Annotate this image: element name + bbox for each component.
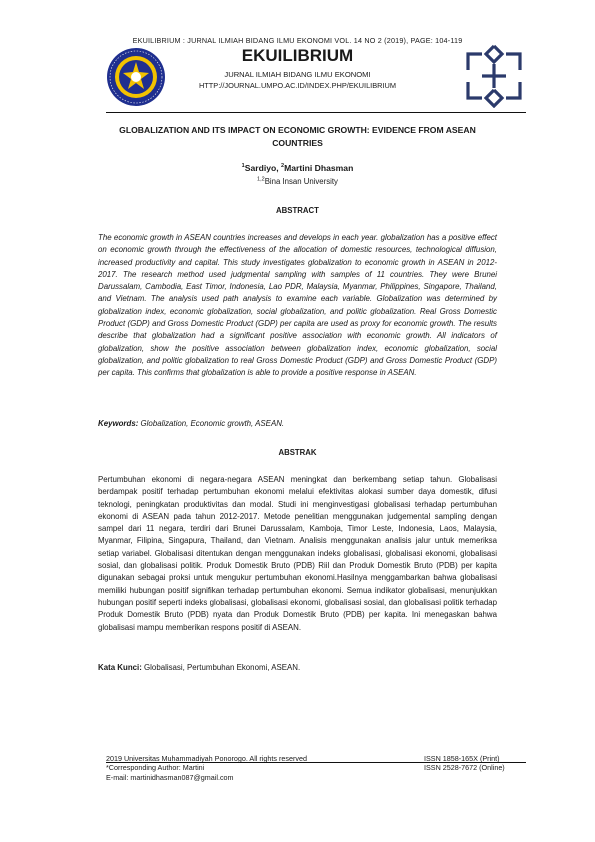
issn-print: ISSN 1858-165X (Print) xyxy=(424,754,500,763)
copyright: 2019 Universitas Muhammadiyah Ponorogo. All rights reserved xyxy=(106,754,307,763)
affil-sup: 1,2 xyxy=(257,176,265,183)
affiliation xyxy=(0,177,595,186)
paper-title: GLOBALIZATION AND ITS IMPACT ON ECONOMIC GROWTH: EVIDENCE FROM ASEAN COUNTRIES xyxy=(119,125,476,148)
issn-online: ISSN 2528-7672 (Online) xyxy=(424,763,505,773)
kata-kunci xyxy=(98,663,497,672)
abstrak-text: Pertumbuhan ekonomi di negara-negara ASEAN meningkat dan berkembang setiap tahun. Globalisasi berdampak positif terhadap pertumbuhan ekonomi melalui efektivitas alokasi sumber daya domestik, difusi teknologi, peningkatan produktivitas dan modal. Studi ini menginvestigasi globalisasi terhadap pertumbuhan ekonomi di ASEAN pada tahun 2012-2017. Metode penelitian menggunakan judgemental sampling dengan sampel dari 11 negara, terdiri dari Brunei Darussalam, Kamboja, Timor Leste, Indonesia, Laos, Malaysia, Myanmar, Filipina, Singapura, Thailand, dan Vietnam. Analisis menggunakan analisis jalur untuk memeriksa setiap variabel. Globalisasi ditentukan dengan menggunakan indeks globalisasi, globalisasi ekonomi, globalisasi sosial, dan globalisasi politik. Produk Domestik Bruto (PDB) Riil dan Produk Domestik Bruto (PDB) per kapita digunakan sebagai proksi untuk mengukur pertumbuhan ekonomi.Hasilnya menggambarkan bahwa globalisasi memiliki hubungan positif signifikan terhadap pertumbuhan ekonomi. Semua indikator globalisasi, menunjukkan hubungan positif seperti indeks globalisasi, globalisasi ekonomi, globalisasi sosial, dan globalisasi politik terhadap Produk Domestik Bruto (PDB) nyata dan Produk Domestik Bruto (PDB) per kapita. Ini menegaskan bahwa globalisasi mampu memberikan respons positif di ASEAN. xyxy=(98,475,497,632)
journal-name: EKUILIBRIUM xyxy=(241,46,354,65)
kata-kunci-text: Globalisasi, Pertumbuhan Ekonomi, ASEAN. xyxy=(141,663,301,672)
corresponding-author: *Corresponding Author: Martini xyxy=(106,763,205,773)
author2-sup: 2 xyxy=(281,163,285,170)
journal-subtitle: JURNAL ILMIAH BIDANG ILMU EKONOMI xyxy=(224,70,371,79)
email[interactable]: E-mail: martinidhasman087@gmail.com xyxy=(106,772,234,782)
journal-logo-icon xyxy=(462,44,526,108)
running-head: EKUILIBRIUM : JURNAL ILMIAH BIDANG ILMU EKONOMI VOL. 14 NO 2 (2019), PAGE: 104-119 xyxy=(132,36,463,45)
footer-left xyxy=(106,754,307,782)
kata-kunci-label: Kata Kunci: xyxy=(98,663,142,672)
abstrak-heading: ABSTRAK xyxy=(278,448,317,457)
affiliation-text: Bina Insan University xyxy=(264,177,338,186)
author2: Martini Dhasman xyxy=(284,163,354,173)
keywords xyxy=(98,418,497,430)
header-rule xyxy=(106,112,526,113)
journal-url[interactable]: HTTP://JOURNAL.UMPO.AC.ID/INDEX.PHP/EKUILIBRIUM xyxy=(198,81,397,90)
keywords-label: Keywords: xyxy=(98,419,139,428)
abstract-heading: ABSTRACT xyxy=(276,206,319,215)
paper-authors xyxy=(0,163,595,173)
author1-sup: 1 xyxy=(241,163,245,170)
author1: Sardiyo, xyxy=(244,163,282,173)
footer-right xyxy=(424,754,505,773)
abstract-text: The economic growth in ASEAN countries increases and develops in each year. globalization has a positive effect on economic growth through the effectiveness of the allocation of domestic resources, technological diffusion, increased productivity and capital. This study investigates globalization to economic growth in ASEAN in 2012-2017. The research method used judgmental sampling with samples of 11 countries. They were Brunei Darussalam, Cambodia, East Timor, Indonesia, Lao PDR, Malaysia, Myanmar, Philippines, Singapore, Thailand, and Vietnam. The analysis used path analysis to examine each variable. Globalization was determined by globalization index, economic globalization, social globalization, and politic globalization. Real Gross Domestic Product (GDP) and Gross Domestic Product (GDP) per capita are used as proxy for economic growth. The results describe that globalization had a significant positive association with economic growth. All indicators of globalization, show the positive association between globalization index, economic globalization, social globalization, and politic globalization to real Gross Domestic Product (GDP) and Gross Domestic Product (GDP) per capita. This confirms that globalization is able to provide a positive response in ASEAN. xyxy=(98,233,497,378)
keywords-text: Globalization, Economic growth, ASEAN. xyxy=(138,419,285,428)
